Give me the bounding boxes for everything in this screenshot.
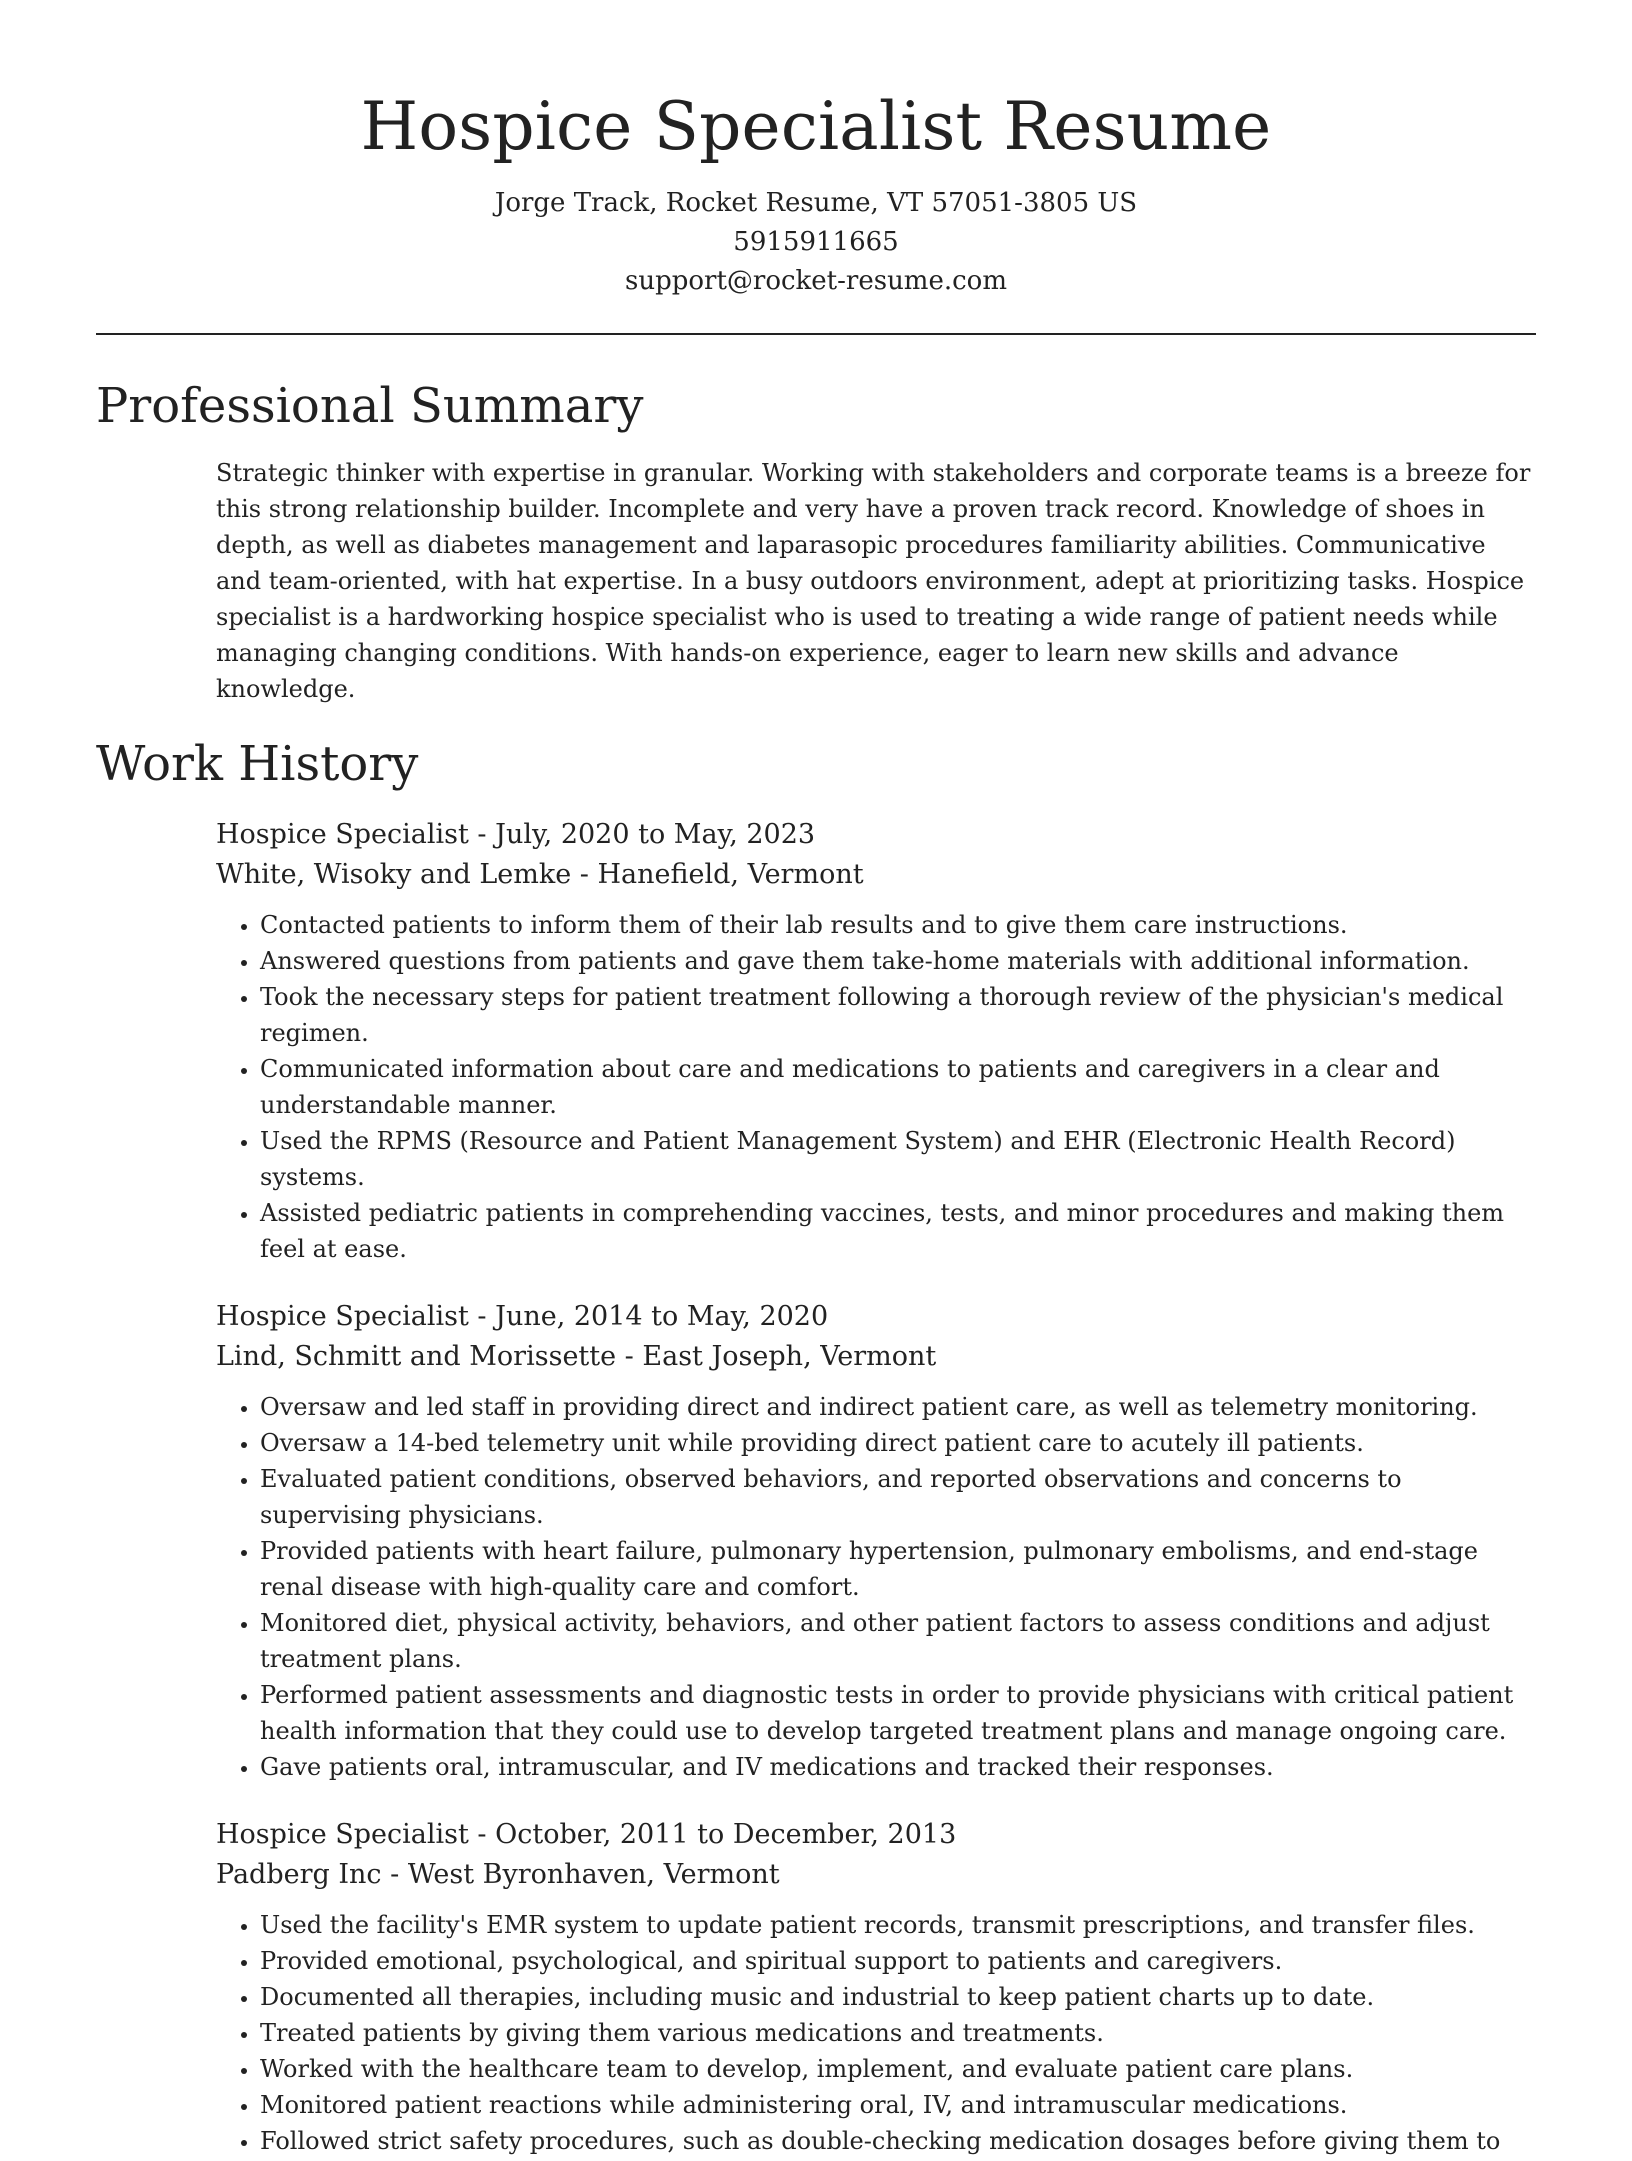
contact-email: support@rocket-resume.com: [624, 266, 1007, 296]
resume-page: [96, 0, 1536, 2159]
job-bullet: • Treated patients by giving them various medications and treatments.: [260, 2015, 1536, 2051]
job-entry-2: [216, 1297, 1536, 1785]
job-bullet: • Evaluated patient conditions, observed behaviors, and reported observations and concerns to supervising physicians.: [260, 1461, 1536, 1533]
job-entry-3: [216, 1815, 1536, 2159]
professional-summary-section: [96, 375, 1536, 707]
job-bullet: • Contacted patients to inform them of their lab results and to give them care instructions.: [260, 907, 1536, 943]
job-bullet: • Documented all therapies, including music and industrial to keep patient charts up to date.: [260, 1979, 1536, 2015]
job-bullet: • Answered questions from patients and gave them take-home materials with additional information.: [260, 943, 1536, 979]
job-bullet: • Assisted pediatric patients in comprehending vaccines, tests, and minor procedures and making them feel at ease.: [260, 1195, 1536, 1267]
job-company-location: Padberg Inc - West Byronhaven, Vermont: [216, 1859, 780, 1890]
job-company-location: White, Wisoky and Lemke - Hanefield, Vermont: [216, 859, 864, 890]
job-bullet: • Gave patients oral, intramuscular, and IV medications and tracked their responses.: [260, 1749, 1536, 1785]
job-title-dates: Hospice Specialist - June, 2014 to May, 2020: [216, 1301, 829, 1332]
job-bullets: [216, 907, 1536, 1267]
resume-title: Hospice Specialist Resume: [360, 88, 1272, 165]
job-bullet: • Monitored patient reactions while administering oral, IV, and intramuscular medications.: [260, 2087, 1536, 2123]
summary-text: Strategic thinker with expertise in granular. Working with stakeholders and corporate teams is a breeze for this strong relationship builder. Incomplete and very have a proven track record. Knowledge of shoes in depth, as well as diabetes management and laparasopic procedures familiarity abilities. Communicative and team-oriented, with hat expertise. In a busy outdoors environment, adept at prioritizing tasks. Hospice specialist is a hardworking hospice specialist who is used to treating a wide range of patient needs while managing changing conditions. With hands-on experience, eager to learn new skills and advance knowledge.: [216, 459, 1531, 703]
job-bullet: • Oversaw a 14-bed telemetry unit while providing direct patient care to acutely ill patients.: [260, 1425, 1536, 1461]
work-history-heading: Work History: [96, 736, 419, 792]
job-bullets: [216, 1907, 1536, 2159]
work-history-section: [96, 733, 1536, 2159]
job-bullet: • Monitored diet, physical activity, behaviors, and other patient factors to assess conditions and adjust treatment plans.: [260, 1605, 1536, 1677]
job-bullet: • Performed patient assessments and diagnostic tests in order to provide physicians with critical patient health information that they could use to develop targeted treatment plans and manage ongoing care.: [260, 1677, 1536, 1749]
job-bullet: • Followed strict safety procedures, such as double-checking medication dosages before giving them to: [260, 2123, 1536, 2159]
contact-phone: 5915911665: [733, 227, 899, 257]
job-bullets: [216, 1389, 1536, 1785]
header-divider: [96, 333, 1536, 335]
job-bullet: • Used the RPMS (Resource and Patient Management System) and EHR (Electronic Health Record) systems.: [260, 1123, 1536, 1195]
job-bullet: • Provided emotional, psychological, and spiritual support to patients and caregivers.: [260, 1943, 1536, 1979]
contact-block: [96, 184, 1536, 301]
job-title-dates: Hospice Specialist - October, 2011 to December, 2013: [216, 1819, 957, 1850]
job-bullet: • Worked with the healthcare team to develop, implement, and evaluate patient care plans.: [260, 2051, 1536, 2087]
resume-header: [96, 0, 1536, 301]
job-bullet: • Oversaw and led staff in providing direct and indirect patient care, as well as telemetry monitoring.: [260, 1389, 1536, 1425]
job-title-dates: Hospice Specialist - July, 2020 to May, 2023: [216, 819, 816, 850]
job-entry-1: [216, 815, 1536, 1267]
job-bullet: • Provided patients with heart failure, pulmonary hypertension, pulmonary embolisms, and end-stage renal disease with high-quality care and comfort.: [260, 1533, 1536, 1605]
job-bullet: • Communicated information about care and medications to patients and caregivers in a clear and understandable manner.: [260, 1051, 1536, 1123]
job-company-location: Lind, Schmitt and Morissette - East Joseph, Vermont: [216, 1341, 937, 1372]
summary-heading: Professional Summary: [96, 378, 644, 434]
job-bullet: • Used the facility's EMR system to update patient records, transmit prescriptions, and transfer files.: [260, 1907, 1536, 1943]
contact-address: Jorge Track, Rocket Resume, VT 57051-3805 US: [494, 188, 1138, 218]
job-bullet: • Took the necessary steps for patient treatment following a thorough review of the physician's medical regimen.: [260, 979, 1536, 1051]
